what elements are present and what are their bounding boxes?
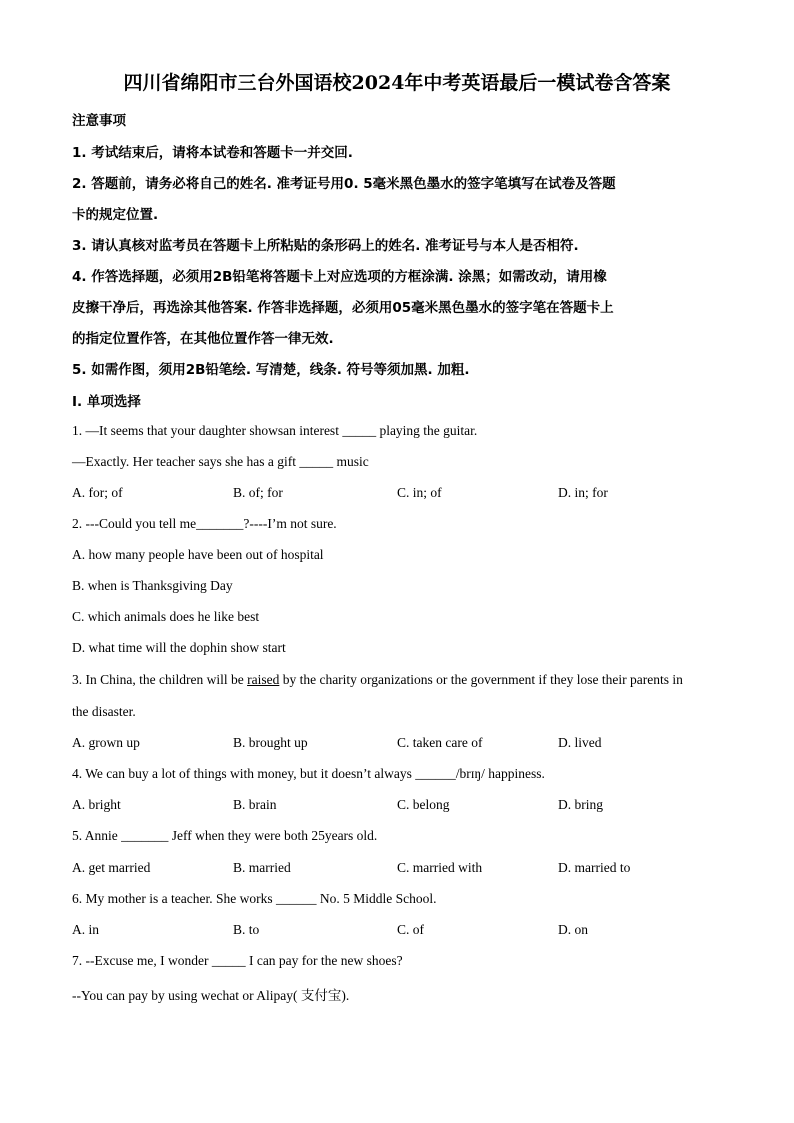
question-3-option-a: A. grown up — [72, 735, 140, 750]
question-3-stem — [72, 672, 683, 688]
question-6-option-d: D. on — [558, 922, 588, 937]
question-1-option-c: C. in; of — [397, 485, 442, 500]
question-1-option-d: D. in; for — [558, 485, 608, 500]
question-7-stem: 7. --Excuse me, I wonder _____ I can pay for the new shoes? — [72, 953, 403, 968]
question-1-stem: 1. —It seems that your daughter showsan interest _____ playing the guitar. — [72, 423, 478, 438]
question-6-stem: 6. My mother is a teacher. She works ______ No. 5 Middle School. — [72, 891, 437, 906]
question-2-stem: 2. ---Could you tell me_______?----I’m not sure. — [72, 516, 337, 531]
question-5-stem: 5. Annie _______ Jeff when they were both 25years old. — [72, 828, 378, 843]
notice-line-5: 5. 如需作图，须用2B铅笔绘. 写清楚，线条. 符号等须加黑. 加粗. — [72, 362, 470, 378]
question-4-option-b: B. brain — [233, 797, 277, 812]
notice-heading: 注意事项 — [72, 113, 126, 129]
question-3-option-c: C. taken care of — [397, 735, 483, 750]
section-heading: Ⅰ. 单项选择 — [72, 394, 141, 410]
notice-line-3: 3. 请认真核对监考员在答题卡上所粘贴的条形码上的姓名. 准考证号与本人是否相符. — [72, 238, 579, 254]
question-4-option-c: C. belong — [397, 797, 450, 812]
page-title: 四川省绵阳市三台外国语校2024年中考英语最后一模试卷含答案 — [123, 72, 671, 94]
question-3-option-d: D. lived — [558, 735, 602, 750]
question-6-option-c: C. of — [397, 922, 424, 937]
question-5-option-c: C. married with — [397, 860, 483, 875]
question-6-option-b: B. to — [233, 922, 260, 937]
question-2-option-c: C. which animals does he like best — [72, 609, 260, 624]
question-7-line2: --You can pay by using wechat or Alipay( 支付宝). — [72, 988, 350, 1003]
question-3-stem-pre: 3. In China, the children will be — [72, 672, 248, 687]
notice-line-4-cont2: 的指定位置作答，在其他位置作答一律无效. — [72, 331, 334, 347]
question-1-option-b: B. of; for — [233, 485, 283, 500]
question-2-option-a: A. how many people have been out of hospital — [72, 547, 324, 562]
notice-line-4-cont: 皮擦干净后，再选涂其他答案. 作答非选择题，必须用05毫米黑色墨水的签字笔在答题卡上 — [72, 300, 614, 316]
question-3-underlined-word: raised — [247, 672, 280, 687]
question-4-option-d: D. bring — [558, 797, 603, 812]
notice-line-4: 4. 作答选择题，必须用2B铅笔将答题卡上对应选项的方框涂满. 涂黑；如需改动，请用橡 — [72, 269, 607, 285]
question-4-option-a: A. bright — [72, 797, 121, 812]
question-1-line2: —Exactly. Her teacher says she has a gift _____ music — [72, 454, 369, 469]
question-5-option-d: D. married to — [558, 860, 631, 875]
question-3-line2: the disaster. — [72, 704, 136, 719]
notice-line-2-cont: 卡的规定位置. — [72, 207, 159, 223]
question-2-option-d: D. what time will the dophin show start — [72, 640, 286, 655]
question-3-option-b: B. brought up — [233, 735, 308, 750]
question-3-stem-post: by the charity organizations or the government if they lose their parents in — [279, 672, 683, 687]
question-5-option-a: A. get married — [72, 860, 151, 875]
question-6-option-a: A. in — [72, 922, 99, 937]
question-1-option-a: A. for; of — [72, 485, 123, 500]
notice-line-1: 1. 考试结束后，请将本试卷和答题卡一并交回. — [72, 145, 353, 161]
question-2-option-b: B. when is Thanksgiving Day — [72, 578, 233, 593]
question-5-option-b: B. married — [233, 860, 291, 875]
question-4-stem: 4. We can buy a lot of things with money, but it doesn’t always ______/brɪŋ/ happiness. — [72, 766, 545, 781]
notice-line-2: 2. 答题前，请务必将自己的姓名. 准考证号用0. 5毫米黑色墨水的签字笔填写在试卷及答题 — [72, 176, 616, 192]
